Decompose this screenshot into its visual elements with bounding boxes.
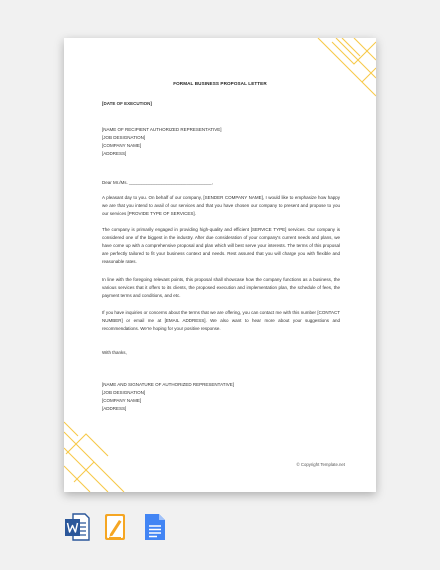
signature-address: [ADDRESS] xyxy=(102,405,127,411)
paragraph-company: The company is primarily engaged in providing high-quality and efficient [SERVICE TYPE] services. Our company is considered one of the biggest in the industry. After due consideration of your company's current needs and plans, we have come up with a comprehensive proposal and plan which will best serve your interests. The terms of this proposal are perfectly tailored to fit your business context and needs. Rest assured that you will charge you with flexible and reasonable rates. xyxy=(102,227,340,264)
paragraph-proposal: In line with the foregoing relevant points, this proposal shall showcase how the company functions as a business, the various services that it offers to its clients, the proposed execution and implementation plan, the schedule of fees, the payment terms and conditions, and etc. xyxy=(102,277,340,298)
date-placeholder: [DATE OF EXECUTION] xyxy=(102,101,152,106)
recipient-job: [JOB DESIGNATION] xyxy=(102,134,146,140)
word-icon[interactable] xyxy=(64,512,90,542)
signature-company: [COMPANY NAME] xyxy=(102,397,142,403)
salutation: Dear Mr./Ms. _________________________________, xyxy=(102,180,213,185)
document-preview xyxy=(64,38,376,492)
paragraph-contact: If you have inquiries or concerns about the terms that we are offering, you can contact me with this number [CONTACT NUMBER] or email me at [EMAIL ADDRESS]. We also want to hear more about your suggestions and recommendations. We're hoping for your positive response. xyxy=(102,310,340,331)
signature-name: [NAME AND SIGNATURE OF AUTHORIZED REPRESENTATIVE] xyxy=(102,382,235,387)
signature-block xyxy=(102,381,340,413)
recipient-name: [NAME OF RECIPIENT AUTHORIZED REPRESENTATIVE] xyxy=(102,127,222,132)
paragraph-intro: A pleasant day to you. On behalf of our company, [SENDER COMPANY NAME], I would like to emphasize how happy we are that you intend to avail of our services and that you have chosen our company to present and propose to you our services [PROVIDE TYPE OF SERVICES]. xyxy=(102,195,340,216)
copyright-text: © Copyright Template.net xyxy=(296,462,345,467)
recipient-address: [ADDRESS] xyxy=(102,150,127,156)
document-title: FORMAL BUSINESS PROPOSAL LETTER xyxy=(173,81,267,86)
recipient-company: [COMPANY NAME] xyxy=(102,142,142,148)
closing: With thanks, xyxy=(102,350,127,355)
pages-icon[interactable] xyxy=(102,512,128,542)
google-docs-icon[interactable] xyxy=(142,512,168,542)
recipient-block xyxy=(102,126,340,158)
signature-job: [JOB DESIGNATION] xyxy=(102,389,146,395)
corner-decoration-bottom-left xyxy=(64,420,136,492)
